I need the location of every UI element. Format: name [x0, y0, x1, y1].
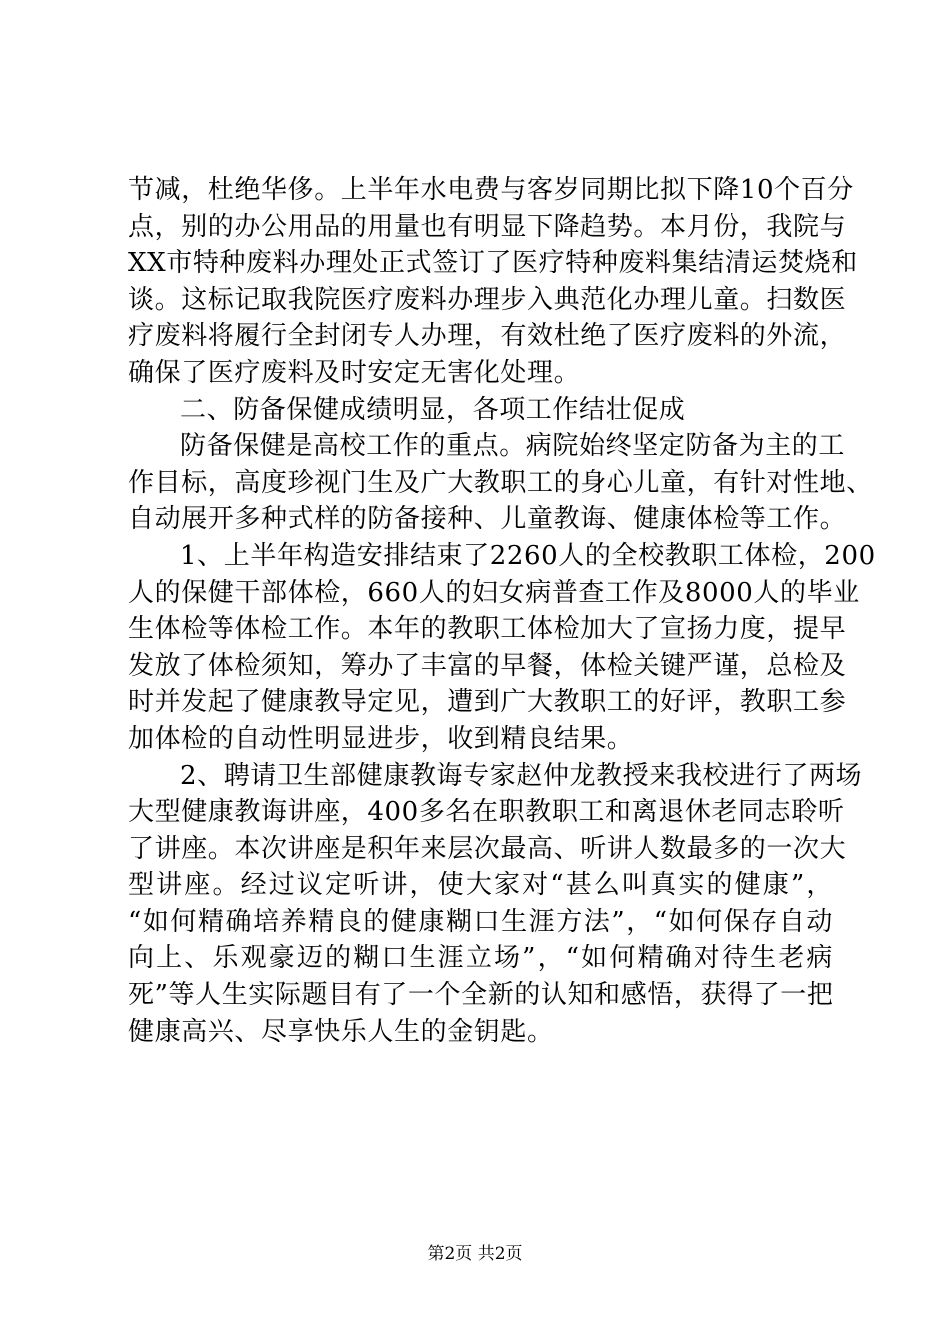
paragraph-line: 防备保健是高校工作的重点。病院始终坚定防备为主的工: [180, 431, 846, 462]
paragraph-line: 加体检的自动性明显进步，收到精良结果。: [128, 723, 634, 754]
paragraph-line: 发放了体检须知，筹办了丰富的早餐，体检关键严谨，总检及: [128, 650, 847, 681]
paragraph-line: XX市特种废料办理处正式签订了医疗特种废料集结清运焚烧和: [128, 248, 858, 279]
paragraph-line: 点，别的办公用品的用量也有明显下降趋势。本月份，我院与: [128, 211, 847, 242]
paragraph-line: 节减，杜绝华侈。上半年水电费与客岁同期比拟下降10个百分: [128, 175, 854, 205]
paragraph-line: 了讲座。本次讲座是积年来层次最高、听讲人数最多的一次大: [128, 833, 847, 864]
page-number-footer: 第2页 共2页: [427, 1244, 523, 1264]
paragraph-line: 健康高兴、尽享快乐人生的金钥匙。: [128, 1016, 554, 1047]
paragraph-line: 2、聘请卫生部健康教诲专家赵仲龙教授来我校进行了两场: [180, 760, 863, 791]
paragraph-line: 疗废料将履行全封闭专人办理，有效杜绝了医疗废料的外流，: [128, 321, 847, 352]
paragraph-line: 作目标，高度珍视门生及广大教职工的身心儿童，有针对性地、: [128, 467, 873, 498]
paragraph-line: 生体检等体检工作。本年的教职工体检加大了宣扬力度，提早: [128, 614, 847, 645]
paragraph-line: 型讲座。经过议定听讲，使大家对“甚么叫真实的健康”，: [128, 870, 833, 901]
paragraph-line: 大型健康教诲讲座，400多名在职教职工和离退休老同志聆听: [128, 797, 845, 828]
paragraph-line: 死”等人生实际题目有了一个全新的认知和感悟，获得了一把: [128, 980, 834, 1011]
section-heading: 二、防备保健成绩明显，各项工作结壮促成: [180, 394, 686, 425]
paragraph-line: 确保了医疗废料及时安定无害化处理。: [128, 357, 581, 388]
paragraph-line: “如何精确培养精良的健康糊口生涯方法”，“如何保存自动: [128, 906, 833, 937]
paragraph-line: 向上、乐观豪迈的糊口生涯立场”，“如何精确对待生老病: [128, 943, 833, 974]
paragraph-line: 时并发起了健康教导定见，遭到广大教职工的好评，教职工参: [128, 687, 847, 718]
paragraph-line: 1、上半年构造安排结束了2260人的全校教职工体检，200: [180, 540, 876, 571]
document-body: [128, 172, 876, 1050]
paragraph-line: 人的保健干部体检，660人的妇女病普查工作及8000人的毕业: [128, 577, 860, 608]
paragraph-line: 自动展开多种式样的防备接种、儿童教诲、健康体检等工作。: [128, 504, 847, 535]
paragraph-line: 谈。这标记取我院医疗废料办理步入典范化办理儿童。扫数医: [128, 284, 847, 315]
